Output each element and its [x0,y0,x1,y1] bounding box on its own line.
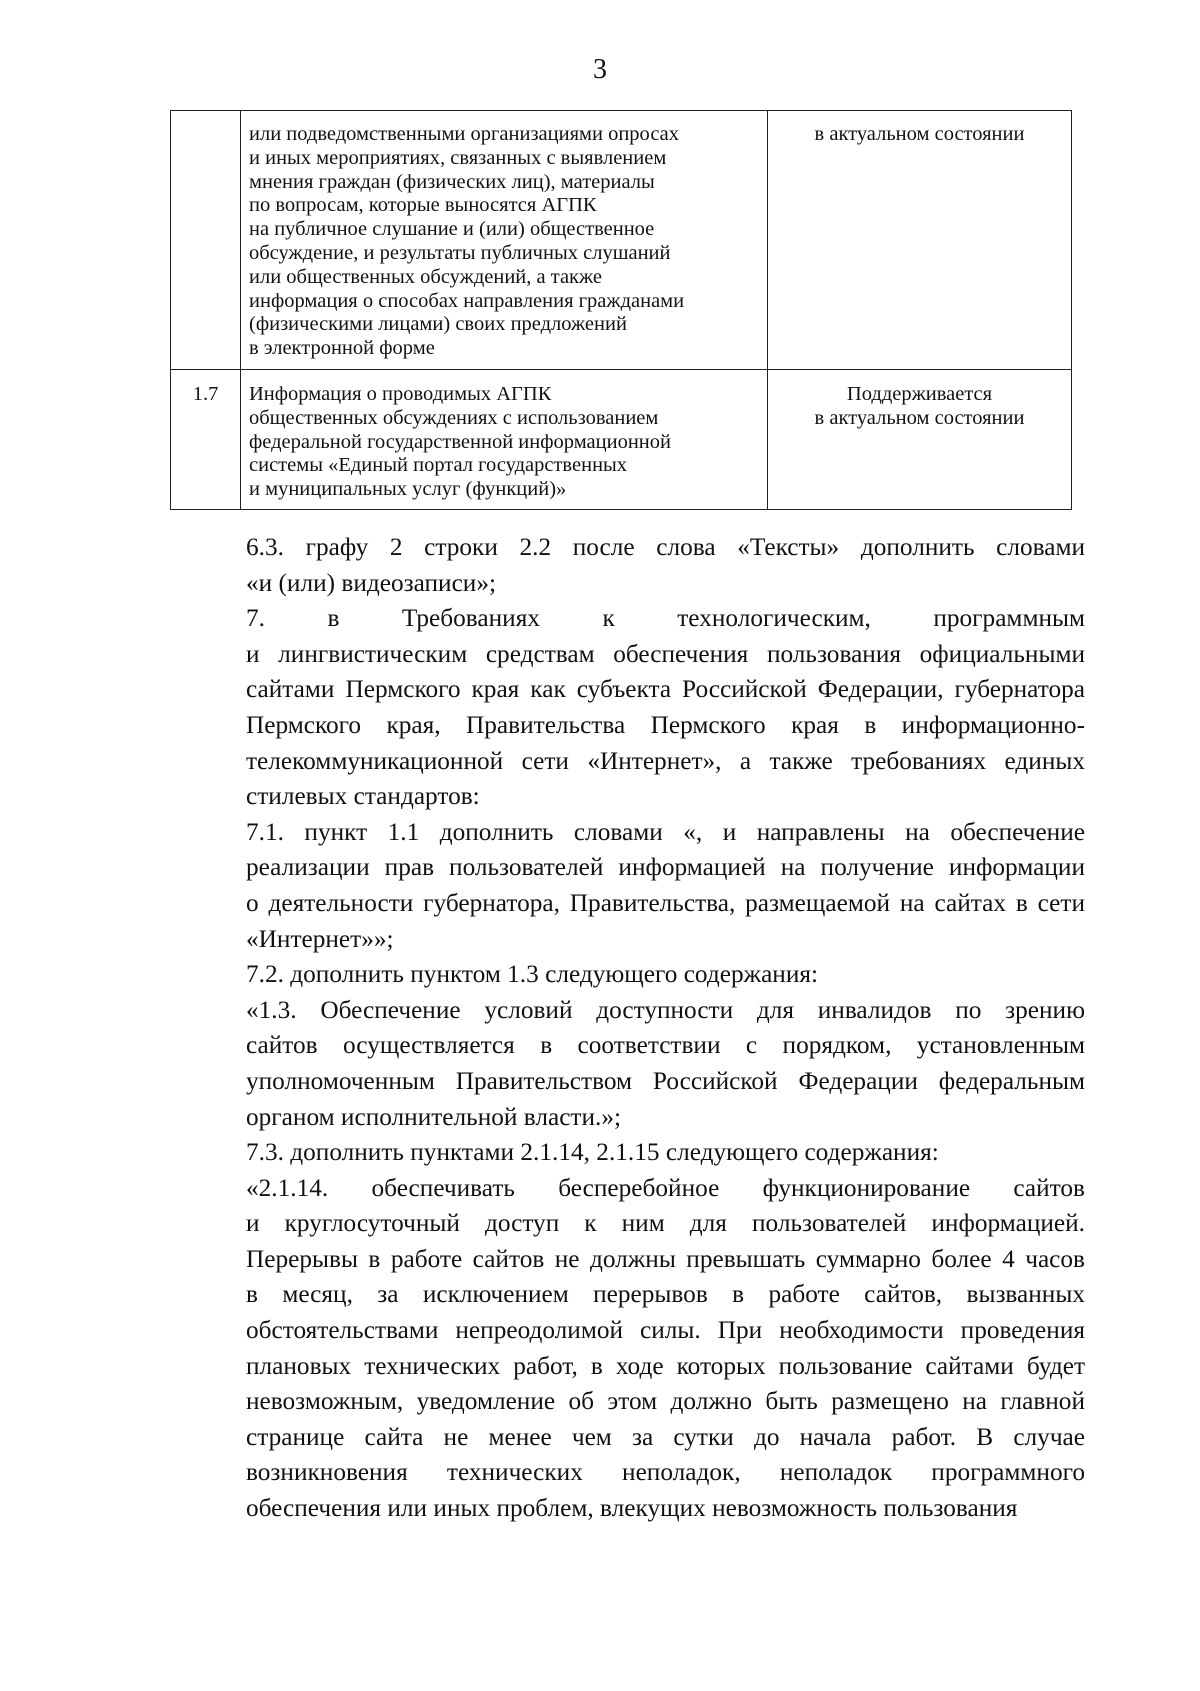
cell-text-line: на публичное слушание и (или) общественное [249,218,655,241]
paragraph-line: «и (или) видеозаписи»; [246,568,497,597]
paragraph-line: о деятельности губернатора, Правительства, размещаемой на сайтах в сети [246,888,1085,917]
status-text-line: в актуальном состоянии [814,406,1025,429]
paragraph-line: сайтов осуществляется в соответствии с порядком, установленным [246,1031,1085,1060]
paragraph-line: Перерывы в работе сайтов не должны превышать суммарно более 4 часов [246,1244,1085,1273]
cell-text-line: по вопросам, которые выносятся АГПК [249,194,597,217]
paragraph [173,1135,1085,1171]
paragraph-line: 6.3. графу 2 строки 2.2 после слова «Тексты» дополнить словами [246,533,1085,561]
status-text-line: в актуальном состоянии [814,123,1025,145]
paragraph-line: «1.3. Обеспечение условий доступности для инвалидов по зрению [246,995,1085,1024]
paragraph-line: органом исполнительной власти.»; [246,1102,622,1131]
paragraph-line: Пермского края, Правительства Пермского края в информационно- [246,710,1085,739]
row-status-cell [768,111,1072,370]
cell-text-line: Информация о проводимых АГПК [249,383,552,405]
paragraph-line: плановых технических работ, в ходе которых пользование сайтами будет [246,1351,1085,1380]
cell-text-line: в электронной форме [249,337,435,360]
paragraph [173,601,1085,815]
paragraph-line: обеспечения или иных проблем, влекущих невозможность пользования [246,1494,1018,1523]
row-description-cell [241,111,768,370]
paragraph [173,993,1085,1135]
cell-text-line: федеральной государственной информационной [249,430,671,453]
paragraph-line: странице сайта не менее чем за сутки до начала работ. В случае [246,1422,1085,1451]
cell-text-line: и иных мероприятиях, связанных с выявлением [249,146,667,169]
paragraph-line: 7.3. дополнить пунктами 2.1.14, 2.1.15 следующего содержания: [246,1138,939,1167]
cell-text-line: общественных обсуждениях с использованием [249,406,659,429]
cell-text-line: системы «Единый портал государственных [249,454,628,477]
paragraph-line: стилевых стандартов: [246,782,480,811]
paragraph-line: реализации прав пользователей информацией на получение информации [246,853,1085,882]
cell-text-line: (физическими лицами) своих предложений [249,313,627,336]
cell-text-line: или подведомственными организациями опросах [249,123,680,145]
row-number-cell: 1.7 [171,370,241,510]
status-text-line: Поддерживается [846,383,993,405]
cell-text-line: мнения граждан (физических лиц), материалы [249,170,655,193]
table-row [171,111,1072,370]
document-body [173,530,1085,1527]
paragraph-line: телекоммуникационной сети «Интернет», а также требованиях единых [246,746,1085,775]
paragraph-line: «2.1.14. обеспечивать бесперебойное функционирование сайтов [246,1173,1085,1202]
cell-text-line: информация о способах направления гражданами [249,289,685,312]
row-description-cell [241,370,768,510]
paragraph-line: «Интернет»»; [246,924,394,953]
requirements-table [170,110,1072,510]
table-row [171,370,1072,510]
paragraph-line: обстоятельствами непреодолимой силы. При необходимости проведения [246,1316,1085,1345]
page-number: 3 [593,54,607,85]
paragraph-line: сайтами Пермского края как субъекта Российской Федерации, губернатора [246,675,1085,704]
paragraph [173,1171,1085,1527]
paragraph-line: 7.1. пункт 1.1 дополнить словами «, и направлены на обеспечение [246,817,1085,846]
paragraph-line: уполномоченным Правительством Российской Федерации федеральным [246,1066,1085,1095]
paragraph-line: 7. в Требованиях к технологическим, программным [246,604,1085,633]
paragraph-line: в месяц, за исключением перерывов в работе сайтов, вызванных [246,1280,1085,1309]
paragraph [173,815,1085,957]
paragraph-line: 7.2. дополнить пунктом 1.3 следующего содержания: [246,960,819,989]
row-number-cell [171,111,241,370]
cell-text-line: или общественных обсуждений, а также [249,265,603,288]
cell-text-line: и муниципальных услуг (функций)» [249,478,567,501]
paragraph-line: невозможным, уведомление об этом должно быть размещено на главной [246,1387,1085,1416]
paragraph [173,530,1085,601]
paragraph-line: и круглосуточный доступ к ним для пользователей информацией. [246,1209,1085,1238]
cell-text-line: обсуждение, и результаты публичных слушаний [249,241,671,264]
paragraph [173,957,1085,993]
paragraph-line: и лингвистическим средствам обеспечения пользования официальными [246,639,1085,668]
row-status-cell [768,370,1072,510]
table-body [171,111,1072,510]
paragraph-line: возникновения технических неполадок, неполадок программного [246,1458,1085,1487]
